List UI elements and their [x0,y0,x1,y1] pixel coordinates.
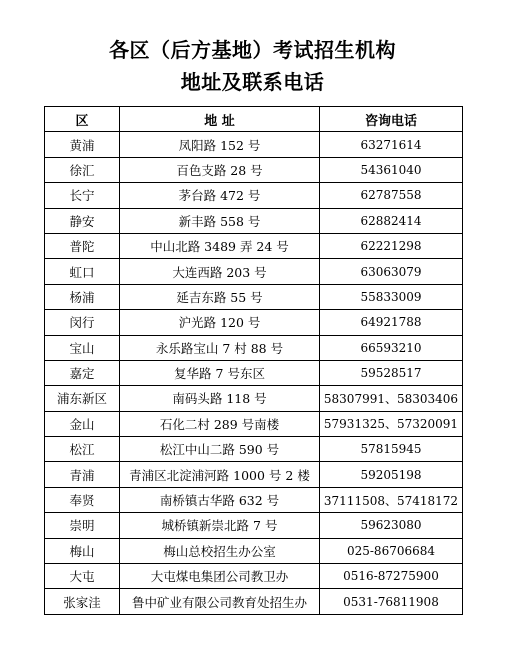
table-row [45,208,463,233]
address-cell: 茅台路 472 号 [120,183,320,208]
district-cell: 奉贤 [45,487,120,512]
phone-cell: 57931325、57320091 [320,411,463,436]
phone-cell: 62882414 [320,208,463,233]
table-row [45,589,463,614]
table-row [45,335,463,360]
table-row [45,233,463,258]
district-cell: 黄浦 [45,132,120,157]
phone-cell: 63063079 [320,259,463,284]
district-cell: 梅山 [45,538,120,563]
address-cell: 复华路 7 号东区 [120,360,320,385]
address-cell: 南桥镇古华路 632 号 [120,487,320,512]
phone-cell: 59528517 [320,360,463,385]
table-row [45,259,463,284]
header-district: 区 [45,107,120,132]
table-row [45,437,463,462]
address-cell: 延吉东路 55 号 [120,284,320,309]
table-row [45,564,463,589]
phone-cell: 37111508、57418172 [320,487,463,512]
phone-cell: 59205198 [320,462,463,487]
address-cell: 沪光路 120 号 [120,310,320,335]
address-cell: 城桥镇新崇北路 7 号 [120,513,320,538]
phone-cell: 62221298 [320,233,463,258]
district-cell: 大屯 [45,564,120,589]
table-row [45,386,463,411]
address-cell: 永乐路宝山 7 村 88 号 [120,335,320,360]
district-cell: 杨浦 [45,284,120,309]
phone-cell: 55833009 [320,284,463,309]
address-cell: 南码头路 118 号 [120,386,320,411]
table-row [45,411,463,436]
document-title-line-1: 各区（后方基地）考试招生机构 [109,38,396,62]
header-phone: 咨询电话 [320,107,463,132]
table-header-row [45,107,463,132]
district-cell: 金山 [45,411,120,436]
address-cell: 青浦区北淀浦河路 1000 号 2 楼 [120,462,320,487]
table-row [45,462,463,487]
address-cell: 中山北路 3489 弄 24 号 [120,233,320,258]
district-cell: 浦东新区 [45,386,120,411]
header-address: 地 址 [120,107,320,132]
district-cell: 嘉定 [45,360,120,385]
table-row [45,284,463,309]
district-cell: 普陀 [45,233,120,258]
address-cell: 新丰路 558 号 [120,208,320,233]
table-row [45,360,463,385]
district-cell: 静安 [45,208,120,233]
phone-cell: 59623080 [320,513,463,538]
address-cell: 大连西路 203 号 [120,259,320,284]
contact-table [44,106,463,615]
phone-cell: 0531-76811908 [320,589,463,614]
table-row [45,183,463,208]
address-cell: 梅山总校招生办公室 [120,538,320,563]
phone-cell: 0516-87275900 [320,564,463,589]
table-row [45,487,463,512]
phone-cell: 58307991、58303406 [320,386,463,411]
phone-cell: 62787558 [320,183,463,208]
phone-cell: 66593210 [320,335,463,360]
district-cell: 崇明 [45,513,120,538]
address-cell: 百色支路 28 号 [120,157,320,182]
table-row [45,513,463,538]
table-row [45,310,463,335]
phone-cell: 54361040 [320,157,463,182]
address-cell: 松江中山二路 590 号 [120,437,320,462]
address-cell: 凤阳路 152 号 [120,132,320,157]
district-cell: 张家洼 [45,589,120,614]
table-row [45,132,463,157]
address-cell: 大屯煤电集团公司教卫办 [120,564,320,589]
district-cell: 青浦 [45,462,120,487]
address-cell: 石化二村 289 号南楼 [120,411,320,436]
address-cell: 鲁中矿业有限公司教育处招生办 [120,589,320,614]
phone-cell: 025-86706684 [320,538,463,563]
table-row [45,538,463,563]
table-body [45,132,463,614]
district-cell: 徐汇 [45,157,120,182]
district-cell: 闵行 [45,310,120,335]
district-cell: 虹口 [45,259,120,284]
phone-cell: 63271614 [320,132,463,157]
district-cell: 松江 [45,437,120,462]
phone-cell: 57815945 [320,437,463,462]
table-row [45,157,463,182]
district-cell: 长宁 [45,183,120,208]
document-title-line-2: 地址及联系电话 [180,70,325,94]
district-cell: 宝山 [45,335,120,360]
phone-cell: 64921788 [320,310,463,335]
